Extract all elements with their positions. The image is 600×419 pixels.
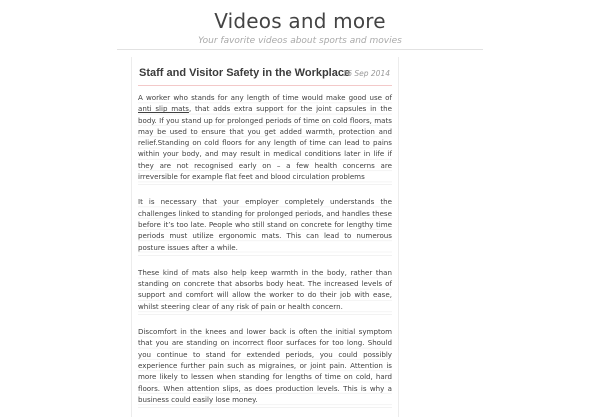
paragraph-1-text-start: A worker who stands for any length of time would make good use of [138, 93, 392, 102]
blog-post [131, 57, 399, 417]
post-body [138, 92, 392, 419]
post-title-link[interactable]: Staff and Visitor Safety in the Workplace [139, 67, 351, 79]
site-title-link[interactable]: Videos and more [214, 9, 386, 33]
site-header [0, 0, 600, 50]
paragraph-4: Discomfort in the knees and lower back is often the initial symptom that you are standing on incorrect floor surfaces for too long. Should you continue to stand for extended periods, you could possibly experience further pain such as migraines, or joint pain. Attention is more likely to lessen when standing for lengths of time on cold, hard floors. When attention slips, as does production levels. This is why a business could easily lose money. [138, 326, 392, 408]
post-date: 16 Sep 2014 [342, 69, 390, 78]
header-divider [117, 49, 483, 50]
paragraph-2: It is necessary that your employer completely understands the challenges linked to standing for prolonged periods, and handles these before it’s too late. People who still stand on concrete for lengthy time periods must utilize ergonomic mats. This can lead to numerous posture issues after a while. [138, 196, 392, 255]
post-header [138, 65, 392, 86]
paragraph-3: These kind of mats also help keep warmth in the body, rather than standing on concrete that absorbs body heat. The increased levels of support and comfort will allow the worker to do their job with ease, whilst steering clear of any risk of pain or health concern. [138, 267, 392, 315]
paragraph-1 [138, 92, 392, 185]
paragraph-1-text-end: , that adds extra support for the joint capsules in the body. If you stand up for prolonged periods of time on cold floors, mats may be used to ensure that you get added warmth, protection and relief.Standing on cold floors for any length of time can lead to pains within your body, and may result in medical conditions later in life if they are not recognised early on – a few health concerns are irreversible for example flat feet and blood circulation problems [138, 104, 392, 182]
anti-slip-mats-link[interactable]: anti slip mats [138, 104, 189, 114]
site-tagline: Your favorite videos about sports and movies [198, 36, 402, 46]
